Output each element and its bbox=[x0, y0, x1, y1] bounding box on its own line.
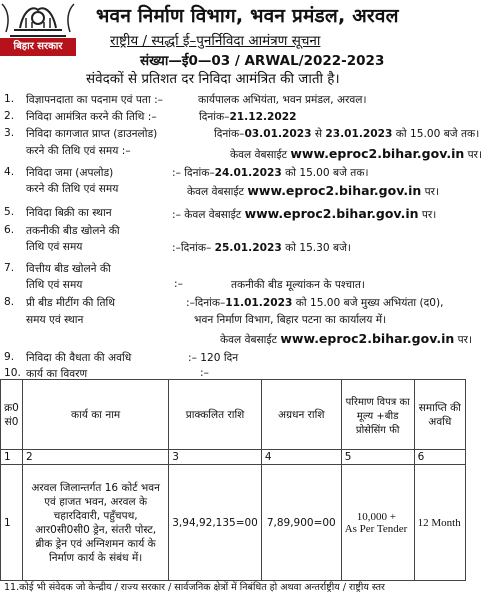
item-number: 4. bbox=[4, 166, 15, 178]
item-4: 4. निविदा जमा (अपलोड) :– दिनांक–24.01.2023 को 15.00 बजे तक। bbox=[4, 166, 369, 179]
item-number: 10. bbox=[4, 367, 21, 379]
col-header-fee: परिमाण विपत्र का मूल्य +बीड प्रोसेसिंग फी bbox=[341, 380, 414, 450]
col-header-work-name: कार्य का नाम bbox=[22, 380, 168, 450]
item-3: 3. निविदा कागजात प्राप्त (डाउनलोड) दिनांक–03.01.2023 से 23.01.2023 को 15.00 बजे तक। bbox=[4, 127, 480, 140]
col-header-earnest-money: अग्रधन राशि bbox=[261, 380, 341, 450]
col-number: 4 bbox=[261, 450, 341, 465]
item-7-label-line2: तिथि एवं समय bbox=[26, 279, 83, 291]
col-header-completion-period: समाप्ति की अवधि bbox=[414, 380, 465, 450]
item-8-label-line2: समय एवं स्थान bbox=[26, 314, 84, 326]
cell-estimated-amount: 3,94,92,135=00 bbox=[169, 465, 262, 581]
col-number: 2 bbox=[22, 450, 168, 465]
table-header-row bbox=[1, 380, 466, 450]
item-3-website: केवल वेबसाईट www.eproc2.bihar.gov.in पर। bbox=[230, 146, 482, 161]
upload-date: 24.01.2023 bbox=[214, 167, 282, 179]
item-8-website: केवल वेबसाईट www.eproc2.bihar.gov.in पर। bbox=[220, 331, 473, 346]
item-label: विज्ञापनदाता का पदनाम एवं पता :– bbox=[26, 94, 163, 106]
item-10 bbox=[4, 367, 209, 380]
website-link[interactable]: www.eproc2.bihar.gov.in bbox=[280, 331, 455, 346]
item-8-venue: भवन निर्माण विभाग, बिहार पटना का कार्यालय में। bbox=[194, 314, 387, 326]
item-number: 8. bbox=[4, 296, 15, 308]
item-6 bbox=[4, 224, 120, 237]
item-7-value: तकनीकी बीड मूल्यांकन के पश्चात। bbox=[231, 279, 365, 291]
table-number-row bbox=[1, 450, 466, 465]
item-number: 3. bbox=[4, 127, 15, 139]
item-label: कार्य का विवरण bbox=[26, 368, 88, 380]
item-8: 8. प्री बीड मीटींग की तिथि :–दिनांक–11.01.2023 को 15.00 बजे मुख्य अभियंता (द0), bbox=[4, 296, 444, 309]
item-label: निविदा की वैधता की अवधि bbox=[26, 352, 132, 364]
item-number: 5. bbox=[4, 206, 15, 218]
cell-fee: 10,000 + As Per Tender bbox=[341, 465, 414, 581]
item-1 bbox=[4, 93, 367, 106]
reference-number: संख्या—ई0—03 / ARWAL/2022-2023 bbox=[140, 53, 385, 69]
item-6-value: :–दिनांक– 25.01.2023 को 15.30 बजे। bbox=[172, 242, 351, 254]
technical-bid-date: 25.01.2023 bbox=[214, 242, 282, 254]
item-6-label-line2: तिथि एवं समय bbox=[26, 241, 83, 253]
item-2 bbox=[4, 110, 297, 123]
col-header-estimated-amount: प्राक्कलित राशि bbox=[169, 380, 262, 450]
cell-earnest-money: 7,89,900=00 bbox=[261, 465, 341, 581]
department-title: भवन निर्माण विभाग, भवन प्रमंडल, अरवल bbox=[96, 5, 399, 27]
prebid-date: 11.01.2023 bbox=[225, 297, 293, 309]
col-number: 3 bbox=[169, 450, 262, 465]
item-label: निविदा आमंत्रित करने की तिथि :– bbox=[26, 111, 157, 123]
item-label: निविदा कागजात प्राप्त (डाउनलोड) bbox=[26, 128, 158, 140]
website-link[interactable]: www.eproc2.bihar.gov.in bbox=[244, 206, 419, 221]
item-number: 1. bbox=[4, 93, 15, 105]
item-value: कार्यपालक अभियंता, भवन प्रमंडल, अरवल। bbox=[198, 94, 367, 106]
date-prefix: दिनांक– bbox=[199, 111, 230, 123]
bihar-government-logo bbox=[0, 0, 76, 55]
col-number: 1 bbox=[1, 450, 23, 465]
item-4-label-line2: करने की तिथि एवं समय bbox=[26, 183, 119, 195]
item-label: निविदा बिक्री का स्थान bbox=[26, 207, 112, 219]
item-7-dash: :– bbox=[174, 278, 183, 290]
item-label: वित्तीय बीड खोलने की bbox=[26, 263, 111, 275]
item-number: 2. bbox=[4, 110, 15, 122]
download-start-date: 03.01.2023 bbox=[244, 128, 312, 140]
item-label: तकनीकी बीड खोलने की bbox=[26, 225, 120, 237]
work-details-table bbox=[0, 379, 466, 581]
logo-label: बिहार सरकार bbox=[0, 38, 76, 56]
item-9 bbox=[4, 351, 239, 364]
item-7 bbox=[4, 262, 111, 275]
footer-text: 11.कोई भी संवेदक जो केन्द्रीय / राज्य सरकार / सार्वजनिक क्षेत्रों में निबंधित हो अथवा अन्तर्राष्ट्रीय / राष्ट्रीय स्तर bbox=[4, 582, 385, 593]
col-number: 5 bbox=[341, 450, 414, 465]
tender-tagline: संवेदकों से प्रतिशत दर निविदा आमंत्रित की जाती है। bbox=[86, 71, 340, 87]
item-number: 6. bbox=[4, 224, 15, 236]
item-3-label-line2: करने की तिथि एवं समय :– bbox=[26, 145, 131, 157]
col-number: 6 bbox=[414, 450, 465, 465]
cell-work-name: अरवल जिलान्तर्गत 16 कोर्ट भवन एवं हाजत भवन, अरवल के चहारदिवारी, पहुँचपथ, आर0सी0सी0 ड्रेन, संतरी पोस्ट, ब्रीक ड्रेन एवं अग्निशमन कार्य के निर्माण कार्य के संबंध में। bbox=[22, 465, 168, 581]
item-label: प्री बीड मीटींग की तिथि bbox=[26, 297, 116, 309]
cell-sno: 1 bbox=[1, 465, 23, 581]
item-value: :– bbox=[200, 367, 209, 379]
cell-completion-period: 12 Month bbox=[414, 465, 465, 581]
download-end-date: 23.01.2023 bbox=[325, 128, 393, 140]
item-number: 7. bbox=[4, 262, 15, 274]
col-header-sno: क्र0 सं0 bbox=[1, 380, 23, 450]
item-number: 9. bbox=[4, 351, 15, 363]
notice-subtitle: राष्ट्रीय / स्पर्द्धा ई–पुनर्निविदा आमंत्रण सूचना bbox=[110, 33, 321, 49]
emblem-icon bbox=[0, 0, 76, 40]
invite-date: 21.12.2022 bbox=[229, 111, 297, 123]
item-4-website: केवल वेबसाईट www.eproc2.bihar.gov.in पर। bbox=[187, 183, 440, 198]
item-5: 5. निविदा बिक्री का स्थान :– केवल वेबसाईट www.eproc2.bihar.gov.in पर। bbox=[4, 206, 437, 221]
website-link[interactable]: www.eproc2.bihar.gov.in bbox=[290, 146, 465, 161]
item-value: :– 120 दिन bbox=[188, 352, 239, 364]
table-row bbox=[1, 465, 466, 581]
item-label: निविदा जमा (अपलोड) bbox=[26, 167, 114, 179]
website-link[interactable]: www.eproc2.bihar.gov.in bbox=[247, 183, 422, 198]
